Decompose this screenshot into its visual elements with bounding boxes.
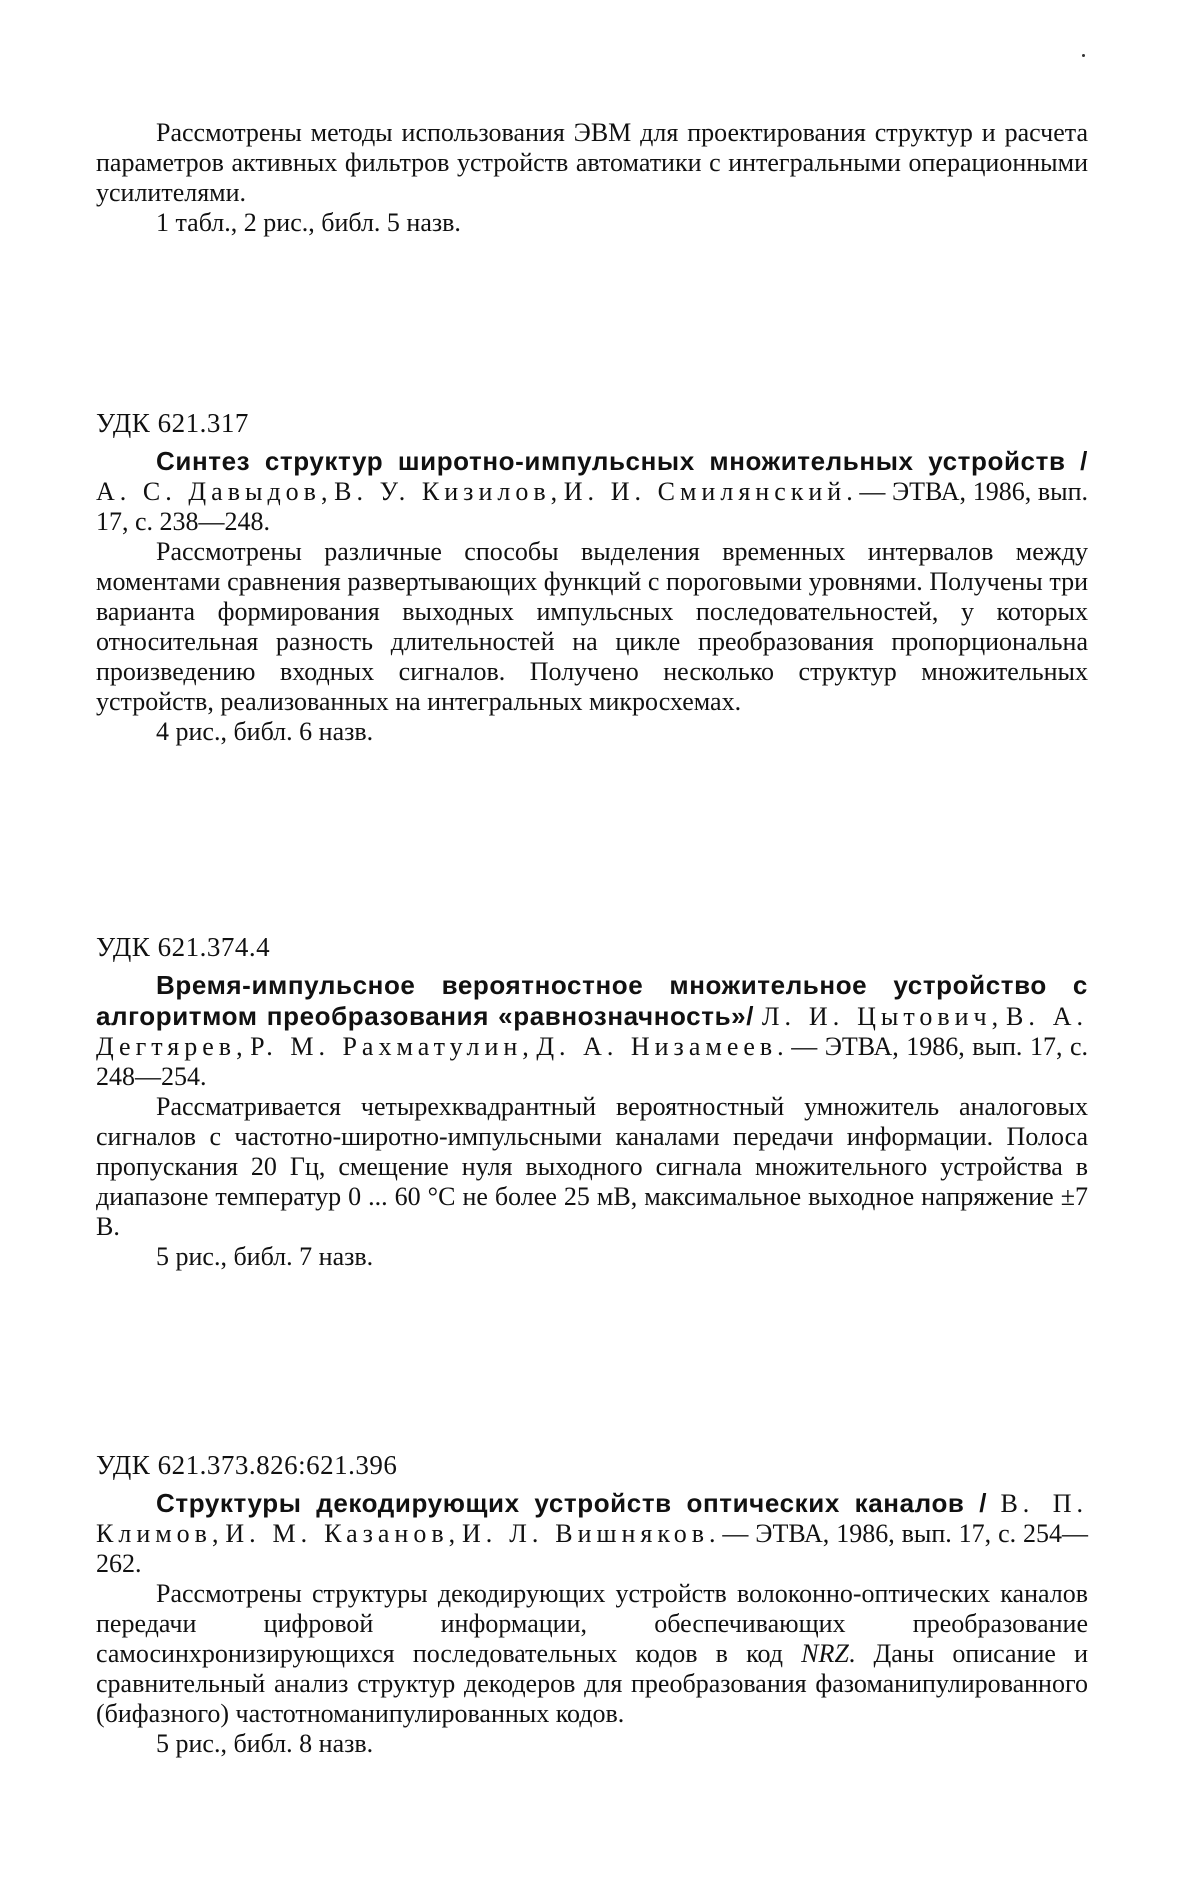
entry-abstract: Рассмотрены различные способы выделения временных интервалов между моментами сравнения развертывающих функций с пороговыми уровнями. Получены три варианта формирования выходных импульсных последовательностей, у которых относительная разность длительностей на цикле преобразования пропорциональна произведению входных сигналов. Получено несколько структур множительных устройств, реализованных на интегральных микросхемах. <box>96 537 1088 716</box>
entry-citation: Время-импульсное вероятностное множительное устройство с алгоритмом преобразования «равнозначность»/ Л. И. Цытович, В. А. Дегтярев, Р. М. Рахматулин, Д. А. Низамеев. — ЭТВА, 1986, вып. 17, с. 248—254. <box>96 970 1089 1091</box>
entry-source: . — ЭТВА, 1986, вып. 17, с. 254—262. <box>96 1519 1089 1578</box>
author-name: И. Л. Вишняков <box>462 1519 709 1548</box>
author-name: И. М. Казанов <box>225 1519 449 1548</box>
entry-abstract: Рассмотрены методы использования ЭВМ для проектирования структур и расчета параметров активных фильтров устройств автоматики с интегральными операционными усилителями. <box>96 118 1088 207</box>
author-name: А. С. Давыдов <box>96 477 321 506</box>
entry-source: . — ЭТВА, 1986, вып. 17, с. 238—248. <box>96 477 1089 536</box>
udk-code: УДК 621.317 <box>96 408 249 438</box>
author-name: И. И. Смилянский <box>563 477 847 506</box>
abstract-text: . Даны описание и сравнительный анализ структур декодеров для преобразования фазоманипулированного (бифазного) частотноманипулированных кодов. <box>96 1639 1089 1728</box>
entry-title: Структуры декодирующих устройств оптических каналов / <box>156 1488 988 1518</box>
entry-references: 4 рис., библ. 6 назв. <box>156 717 374 746</box>
entry-references: 5 рис., библ. 7 назв. <box>156 1242 374 1271</box>
author-name: Л. И. Цытович <box>761 1002 992 1031</box>
entry-citation: Синтез структур широтно-импульсных множительных устройств / А. С. Давыдов, В. У. Кизилов, И. И. Смилянский. — ЭТВА, 1986, вып. 17, с. 238—248. <box>96 446 1089 536</box>
abstract-entry-continued <box>96 118 1088 238</box>
entry-references: 5 рис., библ. 8 назв. <box>156 1729 374 1758</box>
abstract-entry <box>96 1450 1088 1759</box>
udk-code: УДК 621.374.4 <box>96 932 271 962</box>
entry-source: . — ЭТВА, 1986, вып. 17, с. 248—254. <box>96 1032 1089 1091</box>
code-name: NRZ <box>801 1639 849 1668</box>
author-name: В. У. Кизилов <box>334 477 551 506</box>
entry-references: 1 табл., 2 рис., библ. 5 назв. <box>156 208 461 237</box>
udk-code: УДК 621.373.826:621.396 <box>96 1450 398 1480</box>
entry-title: Время-импульсное вероятностное множительное устройство с алгоритмом преобразования «равнозначность»/ <box>96 970 1088 1031</box>
entry-title: Синтез структур широтно-импульсных множительных устройств / <box>156 446 1088 476</box>
author-name: Д. А. Низамеев <box>536 1032 778 1061</box>
entry-citation: Структуры декодирующих устройств оптических каналов / В. П. Климов, И. М. Казанов, И. Л. Вишняков. — ЭТВА, 1986, вып. 17, с. 254—262. <box>96 1488 1089 1578</box>
entry-abstract: Рассматривается четырехквадрантный вероятностный умножитель аналоговых сигналов с частотно-широтно-импульсными каналами передачи информации. Полоса пропускания 20 Гц, смещение нуля выходного сигнала множительного устройства в диапазоне температур 0 ... 60 °С не более 25 мВ, максимальное выходное напряжение ±7 В. <box>96 1092 1088 1241</box>
abstract-text: Рассмотрены структуры декодирующих устройств волоконно-оптических каналов передачи цифровой информации, обеспечивающих преобразование самосинхронизирующихся последовательных кодов в код <box>96 1579 1088 1668</box>
author-name: Р. М. Рахматулин <box>250 1032 523 1061</box>
author-name: В. П. Климов <box>96 1489 1088 1548</box>
abstract-entry <box>96 408 1088 747</box>
abstract-entry <box>96 932 1088 1272</box>
scan-speck <box>1082 54 1085 57</box>
author-name: В. А. Дегтярев <box>96 1002 1088 1061</box>
entry-abstract <box>96 1579 1088 1729</box>
